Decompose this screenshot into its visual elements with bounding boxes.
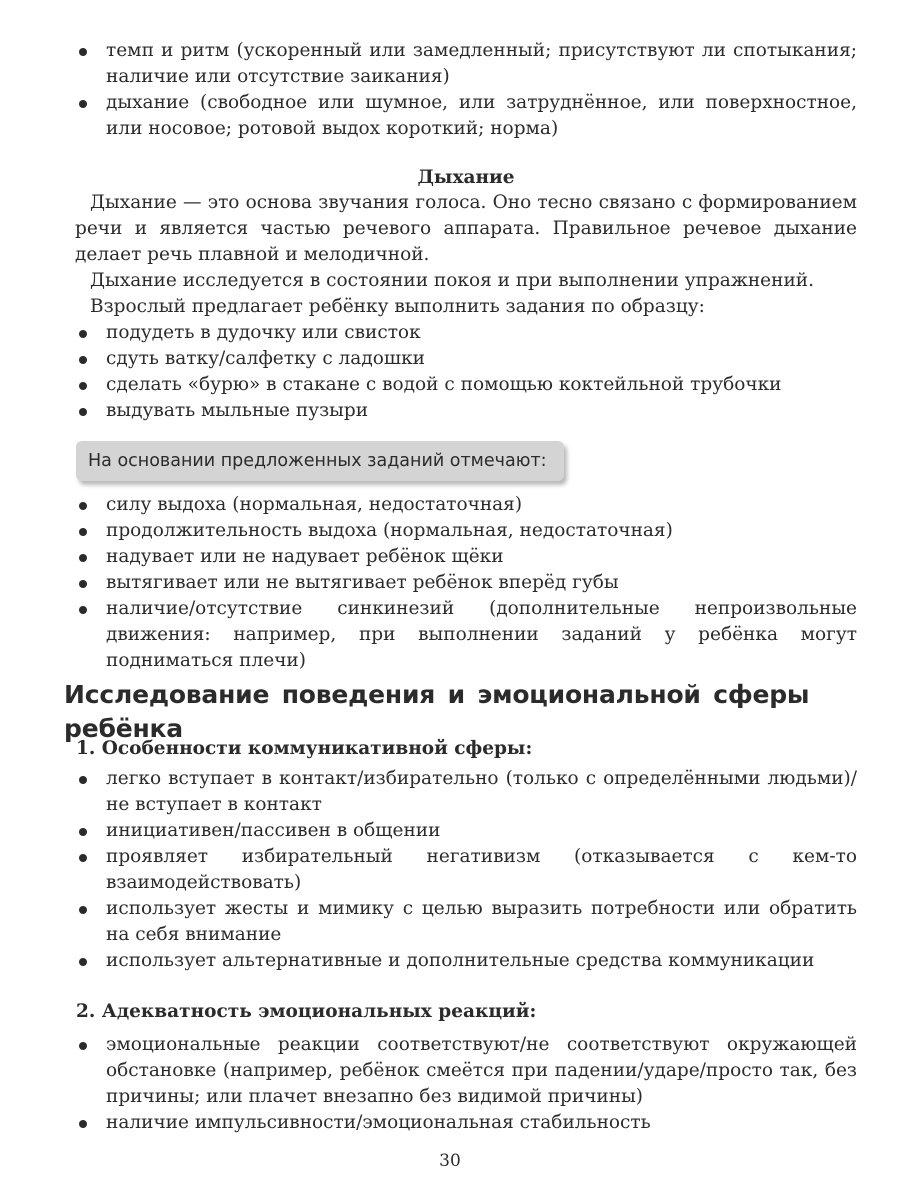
breathing-heading: Дыхание	[417, 167, 515, 188]
subheading-emotional: 2. Адекватность эмоциональных реакций:	[76, 1001, 537, 1022]
page-number: 30	[439, 1151, 461, 1171]
list-item: проявляет избирательный негативизм (отказывается с кем-то взаимодействовать)	[75, 844, 857, 896]
list-item: темп и ритм (ускоренный или замедленный; присутствуют ли спотыкания; наличие или отсутствие заикания)	[75, 38, 857, 90]
callout-box: На основании предложенных заданий отмечают:	[76, 441, 564, 481]
subheading-communication: 1. Особенности коммуникативной сферы:	[76, 738, 533, 759]
list-item: сделать «бурю» в стакане с водой с помощью коктейльной трубочки	[75, 372, 857, 398]
list-item: эмоциональные реакции соответствуют/не соответствуют окружающей обстановке (например, ребёнок смеётся при падении/ударе/просто так, без причины; или плачет внезапно без видимой причины)	[75, 1032, 857, 1110]
observations-list	[75, 492, 857, 674]
list-item: сдуть ватку/салфетку с ладошки	[75, 346, 857, 372]
list-item: наличие импульсивности/эмоциональная стабильность	[75, 1110, 857, 1136]
list-item: использует альтернативные и дополнительные средства коммуникации	[75, 948, 857, 974]
list-item: использует жесты и мимику с целью выразить потребности или обратить на себя внимание	[75, 896, 857, 948]
speech-features-list	[75, 38, 857, 142]
list-item: легко вступает в контакт/избирательно (только с определёнными людьми)/не вступает в контакт	[75, 766, 857, 818]
list-item: силу выдоха (нормальная, недостаточная)	[75, 492, 857, 518]
communication-list	[75, 766, 857, 974]
list-item: подудеть в дудочку или свисток	[75, 320, 857, 346]
list-item: выдувать мыльные пузыри	[75, 398, 857, 424]
breathing-paragraph: Дыхание исследуется в состоянии покоя и при выполнении упражнений.	[90, 270, 814, 291]
list-item: продолжительность выдоха (нормальная, недостаточная)	[75, 518, 857, 544]
emotional-list	[75, 1032, 857, 1136]
breathing-paragraph: Дыхание — это основа звучания голоса. Оно тесно связано с формированием речи и является частью речевого аппарата. Правильное речевое дыхание делает речь плавной и мелодичной.	[75, 192, 857, 265]
list-item: надувает или не надувает ребёнок щёки	[75, 544, 857, 570]
list-item: вытягивает или не вытягивает ребёнок вперёд губы	[75, 570, 857, 596]
section-title: Исследование поведения и эмоциональной сферы ребёнка	[64, 680, 810, 743]
breathing-paragraph: Взрослый предлагает ребёнку выполнить задания по образцу:	[90, 296, 705, 317]
list-item: дыхание (свободное или шумное, или затруднённое, или поверхностное, или носовое; ротовой выдох короткий; норма)	[75, 90, 857, 142]
breathing-tasks-list	[75, 320, 857, 424]
list-item: инициативен/пассивен в общении	[75, 818, 857, 844]
list-item: наличие/отсутствие синкинезий (дополнительные непроизвольные движения: например, при выполнении заданий у ребёнка могут подниматься плечи)	[75, 596, 857, 674]
